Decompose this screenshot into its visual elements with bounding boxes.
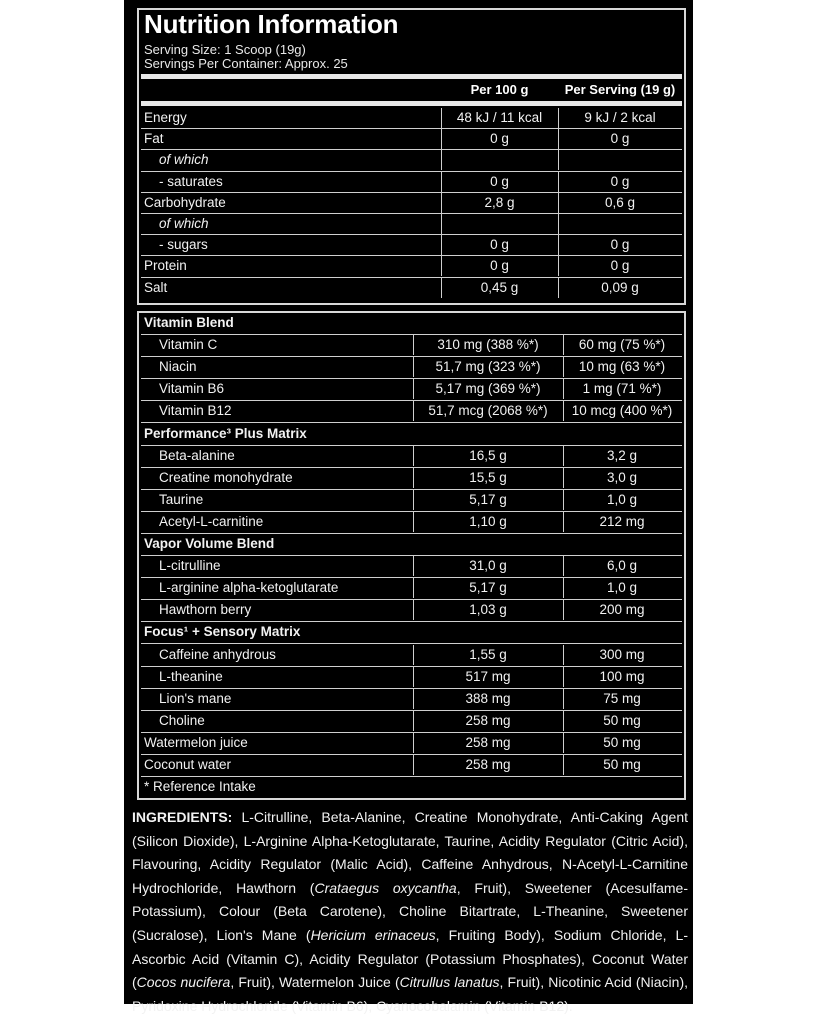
row-per-serving-value: 200 mg (599, 602, 645, 618)
row-per100-value: 1,03 g (469, 602, 507, 618)
column-divider (413, 379, 414, 399)
column-divider (563, 689, 564, 709)
row-per100-value: 5,17 mg (369 %*) (435, 381, 541, 397)
row-label: Acetyl-L-carnitine (159, 513, 264, 529)
serving-size: Serving Size: 1 Scoop (19g) (144, 42, 306, 57)
column-divider (563, 578, 564, 598)
row-label: - saturates (159, 173, 223, 189)
row-per-serving-value: 100 mg (599, 668, 645, 684)
row-label: Caffeine anhydrous (159, 646, 276, 662)
row-per100-value: 0 g (490, 237, 509, 253)
table-row (141, 711, 682, 733)
column-divider (563, 512, 564, 532)
row-label: Beta-alanine (159, 447, 235, 463)
row-label: Taurine (159, 491, 204, 507)
column-divider (413, 645, 414, 665)
page-title: Nutrition Information (144, 9, 399, 39)
table-row (141, 379, 682, 401)
table-row (141, 172, 682, 193)
ingredients-text (132, 806, 688, 1018)
row-label: Vitamin Blend (144, 315, 234, 330)
ingredient-latin-name: Crataegus oxycantha (314, 879, 457, 896)
row-per100-value: 51,7 mg (323 %*) (435, 359, 541, 375)
column-divider (441, 172, 442, 192)
column-divider (441, 129, 442, 149)
row-per-serving-value: 75 mg (603, 690, 641, 706)
ingredient-latin-name: Hericium erinaceus (310, 926, 436, 943)
row-per-serving-value: 10 mcg (400 %*) (571, 403, 673, 419)
row-label: - sugars (159, 237, 208, 253)
row-per-serving-value: 3,2 g (606, 447, 638, 463)
row-per-serving-value: 0 g (610, 131, 630, 147)
column-divider (413, 600, 414, 620)
table-row (141, 645, 682, 667)
row-per100-value: 5,17 g (469, 491, 507, 507)
row-label: of which (159, 152, 209, 168)
row-per100-value: 16,5 g (469, 447, 507, 463)
column-divider (413, 335, 414, 355)
row-per-serving-value: 10 mg (63 %*) (578, 359, 666, 375)
table-row (141, 446, 682, 468)
row-per100-value: 258 mg (465, 757, 511, 772)
ingredient-text: L-Citrulline, Beta-Alanine, Creatine Monohydrate, Anti-Caking Agent (Silicon Dioxide), L-Arginine Alpha-Ketoglutarate, Taurine, Acidity Regulator (Citric Acid), Flavouring, Acidity Regulator (Malic Acid), Caffeine Anhydrous, N-Acetyl-L-Carnitine Hydrochloride, Hawthorn ( (132, 809, 688, 896)
row-per-serving-value: 0 g (610, 173, 630, 189)
row-label: Performance³ Plus Matrix (144, 425, 307, 441)
row-per100-value (441, 150, 558, 170)
column-divider (558, 129, 559, 149)
column-divider (413, 733, 414, 753)
row-label: Fat (144, 131, 164, 147)
row-per100-value: 48 kJ / 11 kcal (456, 110, 543, 125)
table-row (141, 129, 682, 150)
row-per-serving-value: 6,0 g (606, 558, 638, 574)
ingredient-text: , Fruit), Nicotinic Acid (Niacin), Pyridoxine Hydrochloride (Vitamin B6), Cyanocobalamin (Vitamin B12). (132, 974, 689, 1014)
column-divider (563, 446, 564, 466)
row-label: Hawthorn berry (159, 602, 252, 618)
row-label: of which (159, 216, 209, 231)
column-divider (441, 193, 442, 213)
column-divider (413, 512, 414, 532)
column-divider (441, 150, 442, 170)
column-divider (441, 108, 442, 128)
row-per100-value: 0 g (490, 173, 509, 189)
table-row (141, 534, 682, 556)
column-divider (563, 645, 564, 665)
row-per-serving-value: 300 mg (599, 646, 645, 662)
table-row (141, 468, 682, 490)
row-label: Vitamin B12 (159, 403, 232, 419)
row-label: L-citrulline (159, 558, 221, 574)
row-per100-value: 0 g (490, 258, 509, 274)
table-row (141, 755, 682, 777)
column-divider (558, 108, 559, 128)
row-per-serving-value: 0,09 g (601, 279, 639, 295)
row-label: Creatine monohydrate (159, 469, 293, 485)
table-row (141, 733, 682, 755)
row-per-serving-value: 60 mg (75 %*) (578, 337, 666, 353)
column-divider (441, 235, 442, 255)
column-divider (413, 468, 414, 488)
column-divider (413, 667, 414, 687)
column-divider (563, 667, 564, 687)
row-label: Watermelon juice (144, 734, 248, 750)
row-label: Focus¹ + Sensory Matrix (144, 624, 301, 640)
servings-per-container: Servings Per Container: Approx. 25 (144, 56, 348, 71)
table-row (141, 193, 682, 214)
row-per-serving-value: 1,0 g (606, 491, 638, 507)
row-per100-value: 258 mg (465, 712, 511, 728)
row-per100-value: 1,55 g (469, 646, 507, 662)
ingredient-text: , Fruit), Watermelon Juice ( (230, 974, 400, 991)
row-per-serving-value (558, 150, 682, 170)
row-per-serving-value: 212 mg (599, 513, 645, 529)
row-per-serving-value: 50 mg (603, 712, 641, 728)
column-divider (563, 379, 564, 399)
ingredient-text: , Fruit), Sweetener (Acesulfame-Potassium), Colour (Beta Carotene), Choline Bitartrate, L-Theanine, Sweetener (Sucralose), Lion's Mane ( (132, 879, 689, 943)
column-divider (563, 468, 564, 488)
row-per100-value: 388 mg (465, 690, 511, 706)
table-row (141, 667, 682, 689)
column-divider (413, 490, 414, 510)
row-per100-value: 5,17 g (469, 580, 507, 596)
column-header-per-serving: Per Serving (19 g) (564, 82, 676, 97)
column-divider (563, 733, 564, 753)
row-label: L-arginine alpha-ketoglutarate (159, 580, 339, 596)
row-per-serving-value: 0 g (610, 237, 630, 253)
column-divider (563, 335, 564, 355)
row-label: Salt (144, 279, 168, 295)
row-per-serving-value: 1 mg (71 %*) (582, 381, 662, 397)
ingredient-latin-name: Cocos nucifera (136, 974, 231, 991)
table-row (141, 556, 682, 578)
column-divider (563, 711, 564, 731)
header-rule (141, 74, 682, 79)
table-row (141, 214, 682, 235)
row-per-serving-value: 3,0 g (606, 469, 638, 485)
row-per-serving-value: 1,0 g (606, 580, 638, 596)
column-divider (413, 578, 414, 598)
column-divider (563, 490, 564, 510)
row-label: Vitamin C (159, 337, 218, 353)
table-row (141, 689, 682, 711)
column-divider (558, 278, 559, 298)
row-label: L-theanine (159, 668, 223, 684)
row-label: * Reference Intake (144, 779, 256, 795)
row-label: Vapor Volume Blend (144, 536, 275, 551)
row-label: Protein (144, 258, 187, 274)
column-divider (563, 600, 564, 620)
row-label: Energy (144, 110, 187, 125)
column-divider (413, 689, 414, 709)
column-divider (563, 401, 564, 421)
row-per-serving-value: 50 mg (603, 757, 641, 772)
column-header-per100: Per 100 g (470, 82, 529, 97)
ingredient-latin-name: Citrullus lanatus (399, 974, 500, 991)
row-per100-value: 258 mg (465, 734, 511, 750)
row-label: Niacin (159, 359, 197, 375)
column-divider (563, 556, 564, 576)
row-label: Carbohydrate (144, 194, 226, 210)
column-divider (441, 214, 442, 234)
row-per100-value: 2,8 g (484, 194, 515, 210)
column-divider (558, 150, 559, 170)
row-per-serving-value (558, 214, 682, 234)
row-per-serving-value: 0,6 g (604, 194, 636, 210)
row-label: Coconut water (144, 757, 232, 772)
column-divider (558, 256, 559, 276)
table-row (141, 424, 682, 446)
row-per100-value: 310 mg (388 %*) (437, 337, 539, 353)
row-per100-value: 31,0 g (469, 558, 507, 574)
column-divider (413, 401, 414, 421)
column-divider (413, 711, 414, 731)
row-label: Lion's mane (159, 690, 232, 706)
table-row (141, 777, 682, 799)
row-per100-value: 0,45 g (480, 279, 519, 295)
column-divider (563, 755, 564, 775)
table-row (141, 622, 682, 644)
column-divider (563, 357, 564, 377)
table-row (141, 256, 682, 277)
row-label: Vitamin B6 (159, 381, 225, 397)
header-thick-rule (141, 101, 682, 106)
row-per100-value: 0 g (490, 131, 509, 147)
table-row (141, 600, 682, 622)
column-divider (558, 235, 559, 255)
column-divider (558, 193, 559, 213)
column-divider (413, 446, 414, 466)
row-per100-value: 51,7 mcg (2068 %*) (428, 403, 548, 419)
column-divider (413, 556, 414, 576)
row-per100-value (441, 214, 558, 234)
column-divider (441, 256, 442, 276)
table-row (141, 401, 682, 423)
row-per100-value: 517 mg (465, 668, 511, 684)
row-per-serving-value: 0 g (610, 258, 630, 274)
ingredients-label: INGREDIENTS: (132, 809, 233, 825)
table-row (141, 150, 682, 171)
table-row (141, 512, 682, 534)
column-divider (558, 214, 559, 234)
column-divider (413, 357, 414, 377)
row-per-serving-value: 50 mg (603, 734, 641, 750)
column-divider (441, 278, 442, 298)
row-per-serving-value: 9 kJ / 2 kcal (584, 110, 656, 125)
table-row (141, 335, 682, 357)
table-row (141, 490, 682, 512)
row-per100-value: 1,10 g (469, 513, 507, 529)
table-row (141, 108, 682, 129)
table-row (141, 313, 682, 335)
row-label: Choline (159, 712, 205, 728)
column-divider (558, 172, 559, 192)
row-per100-value: 15,5 g (469, 469, 507, 485)
table-row (141, 578, 682, 600)
table-row (141, 235, 682, 256)
table-row (141, 278, 682, 299)
ingredient-text: , Fruiting Body), Sodium Chloride, L-Ascorbic Acid (Vitamin C), Acidity Regulator (Potassium Phosphates), Coconut Water ( (132, 926, 689, 991)
column-divider (413, 755, 414, 775)
table-row (141, 357, 682, 379)
